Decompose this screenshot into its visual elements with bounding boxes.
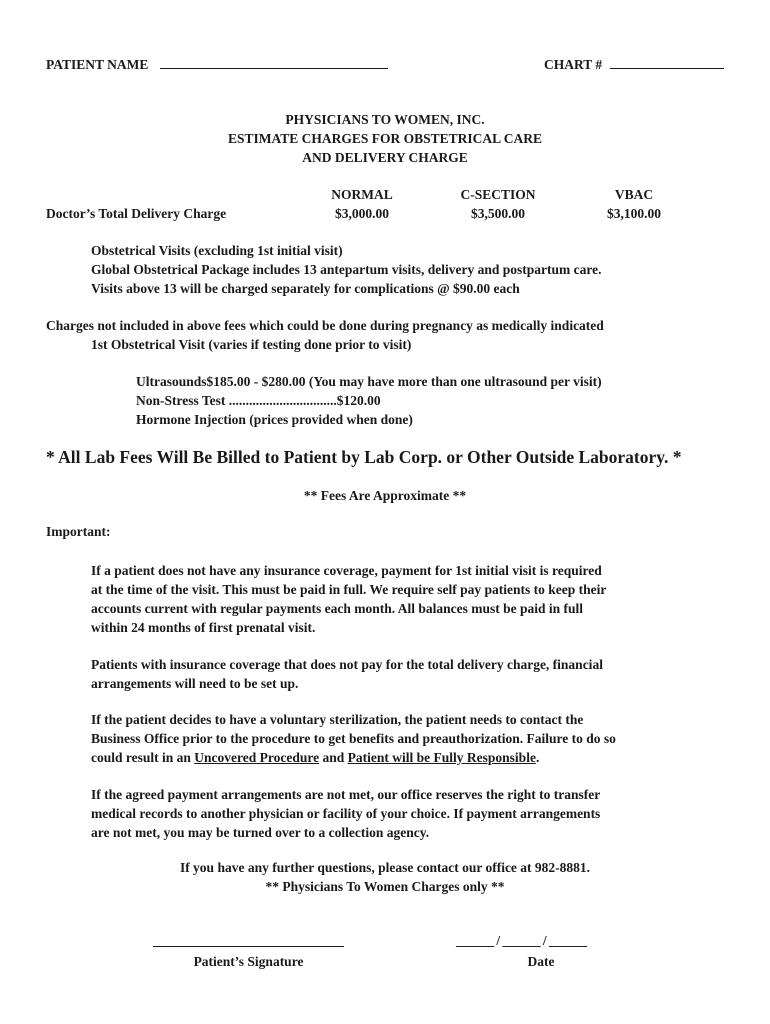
company-name: PHYSICIANS TO WOMEN, INC. (285, 112, 485, 127)
patient-name-label: PATIENT NAME (46, 57, 149, 72)
paragraph-line (91, 748, 539, 767)
visits-line: Visits above 13 will be charged separately for complications @ $90.00 each (91, 281, 520, 296)
paragraph-line: If the patient decides to have a voluntary sterilization, the patient needs to contact the (91, 712, 584, 727)
patient-name-row (46, 56, 388, 73)
extra-charge-item: Non-Stress Test ................................$120.00 (136, 393, 381, 408)
paragraph-text: and (319, 750, 348, 765)
normal-charge-value: $3,000.00 (335, 206, 389, 221)
lab-fees-notice: * All Lab Fees Will Be Billed to Patient by Lab Corp. or Other Outside Laboratory. * (46, 447, 682, 467)
paragraph-line: If the agreed payment arrangements are not met, our office reserves the right to transfer (91, 787, 601, 802)
paragraph-text: . (535, 750, 540, 765)
paragraph-line: Patients with insurance coverage that does not pay for the total delivery charge, financial (91, 657, 603, 672)
patient-signature-label: Patient’s Signature (193, 954, 304, 969)
vbac-charge-value: $3,100.00 (607, 206, 661, 221)
patient-name-field[interactable] (160, 56, 388, 69)
extra-charge-item: Ultrasounds$185.00 - $280.00 (You may have more than one ultrasound per visit) (136, 374, 602, 389)
chart-number-label: CHART # (544, 57, 603, 72)
fully-responsible-term: Patient will be Fully Responsible (347, 750, 536, 765)
form-title: ESTIMATE CHARGES FOR OBSTETRICAL CARE (227, 131, 543, 146)
first-visit-note: 1st Obstetrical Visit (varies if testing done prior to visit) (91, 337, 412, 352)
paragraph-line: are not met, you may be turned over to a collection agency. (91, 825, 430, 840)
not-included-intro: Charges not included in above fees which could be done during pregnancy as medically indicated (46, 318, 604, 333)
date-label: Date (527, 954, 555, 969)
visits-line: Obstetrical Visits (excluding 1st initial visit) (91, 243, 343, 258)
paragraph-line: If a patient does not have any insurance coverage, payment for 1st initial visit is required (91, 563, 602, 578)
extra-charge-item: Hormone Injection (prices provided when done) (136, 412, 413, 427)
paragraph-line: arrangements will need to be set up. (91, 676, 299, 691)
csection-column-header: C-SECTION (460, 187, 536, 202)
contact-line: If you have any further questions, please contact our office at 982-8881. (179, 860, 591, 875)
paragraph-line: at the time of the visit. This must be paid in full. We require self pay patients to keep their (91, 582, 607, 597)
chart-number-row (544, 56, 724, 73)
charges-only-note: ** Physicians To Women Charges only ** (265, 879, 505, 894)
chart-number-field[interactable] (610, 56, 724, 69)
vbac-column-header: VBAC (614, 187, 654, 202)
date-field[interactable]: ______ / ______ / ______ (456, 933, 587, 948)
paragraph-line: within 24 months of first prenatal visit. (91, 620, 316, 635)
csection-charge-value: $3,500.00 (471, 206, 525, 221)
patient-signature-field[interactable] (153, 946, 344, 947)
paragraph-line: medical records to another physician or facility of your choice. If payment arrangements (91, 806, 601, 821)
uncovered-procedure-term: Uncovered Procedure (194, 750, 320, 765)
fees-approximate-note: ** Fees Are Approximate ** (303, 488, 467, 503)
paragraph-line: accounts current with regular payments each month. All balances must be paid in full (91, 601, 584, 616)
visits-line: Global Obstetrical Package includes 13 antepartum visits, delivery and postpartum care. (91, 262, 602, 277)
delivery-charge-label: Doctor’s Total Delivery Charge (46, 206, 227, 221)
important-heading: Important: (46, 524, 111, 539)
paragraph-line: Business Office prior to the procedure to get benefits and preauthorization. Failure to do so (91, 731, 616, 746)
paragraph-text: could result in an (91, 750, 195, 765)
normal-column-header: NORMAL (331, 187, 393, 202)
form-subtitle: AND DELIVERY CHARGE (302, 150, 468, 165)
